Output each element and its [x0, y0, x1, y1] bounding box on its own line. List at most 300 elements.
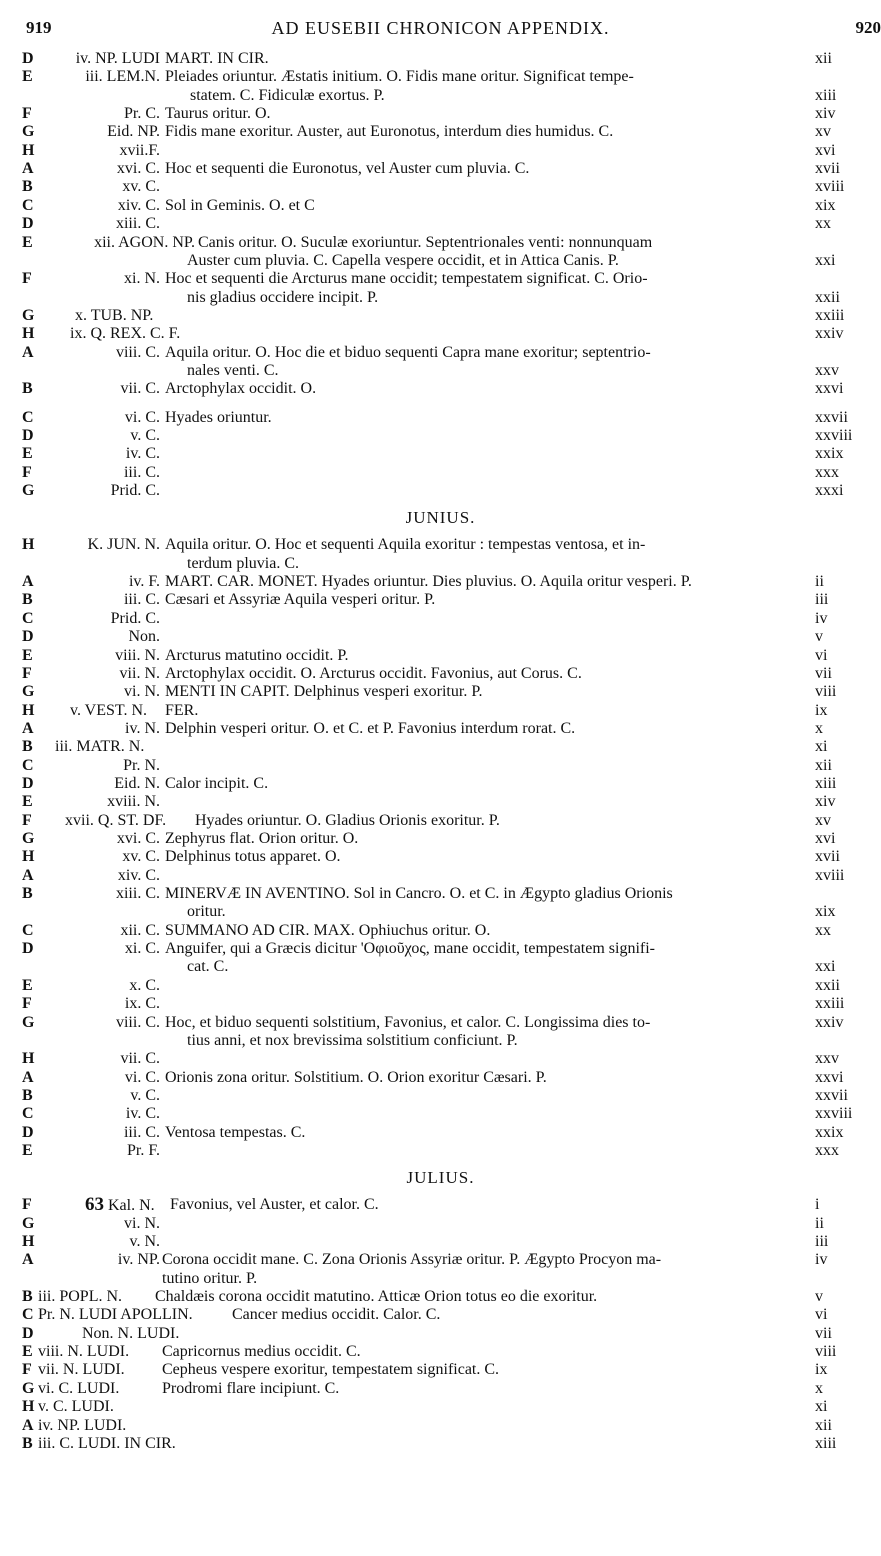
calendar-row: [0, 1032, 881, 1050]
day-number: xii: [815, 50, 832, 67]
day-number: xxvi: [815, 380, 844, 398]
calendar-row: [0, 683, 881, 701]
roman-date: xi. C.: [124, 940, 160, 958]
entry-text: Cepheus vespere exoritur, tempestatem significat. C.: [162, 1361, 500, 1379]
entry-text: Ventosa tempestas. C.: [165, 1123, 306, 1141]
dominical-letter: E: [22, 445, 33, 463]
roman-date: x. TUB. NP.: [75, 306, 154, 324]
roman-date: v. N.: [129, 1233, 160, 1250]
calendar-row: [0, 573, 881, 591]
calendar-row: [0, 1124, 881, 1142]
dominical-letter: A: [22, 1416, 34, 1434]
roman-date: xiii. C.: [115, 885, 160, 903]
day-number: xiii: [815, 1434, 837, 1452]
day-number: xiv: [815, 793, 836, 811]
roman-date: ix. C.: [124, 995, 160, 1013]
calendar-row: [0, 830, 881, 848]
calendar-row: [0, 757, 881, 775]
dominical-letter: G: [22, 830, 35, 847]
day-number: i: [815, 1196, 820, 1214]
entry-text: Hyades oriuntur. O. Gladius Orionis exoritur. P.: [195, 811, 500, 829]
dominical-letter: F: [22, 1361, 32, 1379]
dominical-letter: E: [22, 976, 33, 994]
dominical-letter: E: [22, 793, 33, 811]
calendar-row: [0, 142, 881, 160]
entry-text: Delphinus totus apparet. O.: [165, 848, 341, 866]
calendar-row: [0, 1435, 881, 1453]
entry-text: Corona occidit mane. C. Zona Orionis Assyriæ oritur. P. Ægypto Procyon ma-: [162, 1251, 662, 1269]
entry-text: MINERVÆ IN AVENTINO. Sol in Cancro. O. et C. in Ægypto gladius Orionis: [165, 885, 673, 903]
dominical-letter: B: [22, 380, 33, 398]
calendar-row: [0, 647, 881, 665]
calendar-row: [0, 160, 881, 178]
day-number: xv: [815, 811, 831, 829]
roman-date: v. C. LUDI.: [38, 1398, 114, 1416]
roman-date: vi. N.: [124, 1214, 160, 1232]
dominical-letter: E: [22, 646, 33, 664]
roman-date: viii. N. LUDI.: [38, 1343, 130, 1361]
roman-date: Pr. C.: [123, 105, 160, 123]
day-number: xxi: [815, 958, 836, 976]
dominical-letter: H: [22, 1050, 35, 1068]
dominical-letter: H: [22, 141, 35, 159]
calendar-row: [0, 123, 881, 141]
roman-date: 63 Kal. N.: [85, 1194, 155, 1216]
dominical-letter: A: [22, 343, 34, 361]
calendar-row: [0, 867, 881, 885]
day-number: xxviii: [815, 427, 853, 444]
day-number: xxx: [815, 463, 839, 481]
entry-text: Auster cum pluvia. C. Capella vespere occidit, et in Attica Canis. P.: [187, 251, 619, 269]
dominical-letter: B: [22, 1086, 33, 1104]
calendar-row: [0, 1233, 881, 1251]
roman-date: iii. LEM.N.: [85, 68, 160, 86]
dominical-letter: A: [22, 160, 34, 178]
dominical-letter: C: [22, 1105, 34, 1123]
calendar-row: [0, 270, 881, 288]
roman-date: xi. N.: [124, 270, 160, 288]
day-number: xxxi: [815, 482, 844, 500]
calendar-row: [0, 289, 881, 307]
roman-date: Non.: [128, 628, 160, 646]
calendar-row: [0, 464, 881, 482]
dominical-letter: D: [22, 628, 34, 646]
calendar-row: [0, 325, 881, 343]
day-number: ii: [815, 1214, 824, 1232]
dominical-letter: G: [22, 482, 35, 500]
day-number: xxix: [815, 1123, 844, 1141]
calendar-row: [0, 885, 881, 903]
running-title: AD EUSEBII CHRONICON APPENDIX.: [271, 18, 610, 38]
calendar-row: [0, 1288, 881, 1306]
day-number: xxviii: [815, 1105, 853, 1123]
day-number: xxiv: [815, 1013, 844, 1031]
dominical-letter: C: [22, 921, 34, 939]
entry-text: Pleiades oriuntur. Æstatis initium. O. Fidis mane oritur. Significat tempe-: [165, 68, 634, 86]
dominical-letter: B: [22, 591, 33, 609]
roman-date: vi. C. LUDI.: [38, 1379, 120, 1397]
dominical-letter: A: [22, 866, 34, 884]
dominical-letter: E: [22, 68, 33, 86]
dominical-letter: C: [22, 196, 34, 214]
calendar-row: [0, 1417, 881, 1435]
calendar-row: [0, 307, 881, 325]
day-number: ix: [815, 701, 828, 719]
day-number: xxiv: [815, 325, 844, 343]
entry-text: Capricornus medius occidit. C.: [162, 1343, 361, 1361]
entry-text: Delphin vesperi oritur. O. et C. et P. Favonius interdum rorat. C.: [165, 719, 576, 737]
day-number: xix: [815, 196, 836, 214]
entry-text: SUMMANO AD CIR. MAX. Ophiuchus oritur. O.: [165, 921, 491, 939]
day-number: xxi: [815, 251, 836, 269]
entry-text: cat. C.: [187, 958, 229, 976]
day-number: vi: [815, 1306, 828, 1324]
roman-date: iv. C.: [125, 1105, 160, 1123]
roman-date: viii. N.: [115, 646, 160, 664]
roman-date: Non. N. LUDI.: [82, 1324, 180, 1342]
roman-date: vii. N. LUDI.: [38, 1361, 125, 1379]
roman-date: xvii. Q. ST. DF.: [65, 811, 167, 829]
day-number: xii: [815, 756, 832, 774]
dominical-letter: H: [22, 536, 35, 554]
roman-date: iii. C.: [123, 1123, 160, 1141]
roman-date: vi. C.: [124, 408, 160, 426]
roman-date: xii. C.: [120, 921, 160, 939]
roman-date: Prid. C.: [110, 609, 160, 627]
roman-date: K. JUN. N.: [87, 536, 160, 554]
roman-date: iv. N.: [125, 719, 160, 737]
day-number: xvi: [815, 830, 836, 847]
calendar-row: [0, 536, 881, 554]
day-number: vii: [815, 1324, 832, 1342]
dominical-letter: D: [22, 940, 34, 958]
entry-text: MENTI IN CAPIT. Delphinus vesperi exoritur. P.: [165, 683, 483, 701]
day-number: v: [815, 628, 823, 646]
dominical-letter: F: [22, 664, 32, 682]
entry-text: Cancer medius occidit. Calor. C.: [232, 1306, 441, 1324]
dominical-letter: G: [22, 1013, 35, 1031]
entry-text: Aquila oritur. O. Hoc die et biduo sequenti Capra mane exoritur; septentrio-: [165, 343, 651, 361]
calendar-row: [0, 665, 881, 683]
day-number: xii: [815, 1416, 832, 1434]
day-number: iv: [815, 609, 828, 627]
calendar-row: [0, 252, 881, 270]
calendar-row: [0, 1398, 881, 1416]
dominical-letter: D: [22, 427, 34, 444]
calendar-row: [0, 1361, 881, 1379]
month-heading: JUNIUS.: [405, 508, 476, 528]
day-number: ix: [815, 1361, 828, 1379]
dominical-letter: H: [22, 848, 35, 866]
roman-date: x. C.: [129, 976, 160, 994]
calendar-row: [0, 409, 881, 427]
dominical-letter: A: [22, 719, 34, 737]
entry-text: nales venti. C.: [187, 361, 279, 379]
calendar-row: [0, 903, 881, 921]
roman-date: vi. N.: [124, 683, 160, 701]
calendar-row: [0, 482, 881, 500]
calendar-row: [0, 445, 881, 463]
entry-text: Taurus oritur. O.: [165, 105, 271, 123]
day-number: iii: [815, 591, 829, 609]
day-number: xxix: [815, 445, 844, 463]
calendar-row: [0, 1380, 881, 1398]
entry-text: Arctophylax occidit. O. Arcturus occidit. Favonius, aut Corus. C.: [165, 664, 582, 682]
day-number: xvi: [815, 141, 836, 159]
day-number: xxx: [815, 1141, 839, 1159]
roman-date: v. C.: [130, 427, 160, 444]
entry-text: MART. CAR. MONET. Hyades oriuntur. Dies pluvius. O. Aquila oritur vesperi. P.: [165, 573, 692, 591]
roman-date: vii. C.: [120, 380, 160, 398]
calendar-row: [0, 702, 881, 720]
roman-date: xvii.F.: [119, 141, 160, 159]
dominical-letter: G: [22, 1214, 35, 1232]
day-number: v: [815, 1288, 823, 1306]
month-heading: JULIUS.: [406, 1168, 475, 1188]
calendar-row: [0, 591, 881, 609]
roman-date: iv. NP. LUDI: [75, 50, 160, 67]
day-number: xiii: [815, 774, 837, 792]
day-number: iv: [815, 1251, 828, 1269]
roman-date: vi. C.: [124, 1068, 160, 1086]
dominical-letter: G: [22, 1379, 35, 1397]
entry-text: Zephyrus flat. Orion oritur. O.: [165, 830, 359, 847]
dominical-letter: D: [22, 215, 34, 233]
dominical-letter: H: [22, 1233, 35, 1250]
entry-text: nis gladius occidere incipit. P.: [187, 288, 379, 306]
calendar-row: [0, 1215, 881, 1233]
roman-date: iii. C. LUDI. IN CIR.: [38, 1434, 176, 1452]
calendar-row: [0, 1105, 881, 1123]
calendar-row: [0, 87, 881, 105]
entry-text: Favonius, vel Auster, et calor. C.: [170, 1196, 379, 1214]
day-number: xxii: [815, 976, 840, 994]
entry-text: Chaldæis corona occidit matutino. Atticæ Orion totus eo die exoritur.: [155, 1288, 598, 1306]
dominical-letter: F: [22, 270, 32, 288]
roman-date: vii. C.: [120, 1050, 160, 1068]
day-number: xxiii: [815, 995, 845, 1013]
entry-text: Hoc et sequenti die Euronotus, vel Auster cum pluvia. C.: [165, 160, 530, 178]
calendar-row: [0, 555, 881, 573]
calendar-row: [0, 344, 881, 362]
dominical-letter: G: [22, 306, 35, 324]
entry-text: oritur.: [187, 903, 226, 921]
entry-text: Canis oritur. O. Suculæ exoriuntur. Septentrionales venti: nonnunquam: [198, 233, 653, 251]
roman-date: iii. MATR. N.: [55, 738, 145, 756]
dominical-letter: G: [22, 683, 35, 701]
dominical-letter: H: [22, 1398, 35, 1416]
dominical-letter: D: [22, 1123, 34, 1141]
roman-date: Eid. NP.: [107, 123, 160, 141]
calendar-row: [0, 922, 881, 940]
day-number: iii: [815, 1233, 829, 1250]
roman-date: xiii. C.: [115, 215, 160, 233]
day-number: vii: [815, 664, 832, 682]
entry-text: Aquila oritur. O. Hoc et sequenti Aquila exoritur : tempestas ventosa, et in-: [165, 536, 646, 554]
roman-date: iii. POPL. N.: [38, 1288, 123, 1306]
roman-date: Eid. N.: [114, 774, 160, 792]
calendar-row: [0, 1014, 881, 1032]
entry-text: terdum pluvia. C.: [187, 554, 299, 572]
entry-text: Hyades oriuntur.: [165, 408, 272, 426]
calendar-row: [0, 1050, 881, 1068]
calendar-row: [0, 1306, 881, 1324]
day-number: xi: [815, 738, 828, 756]
day-number: xx: [815, 921, 831, 939]
day-number: xxv: [815, 1050, 839, 1068]
calendar-row: [0, 812, 881, 830]
day-number: xvii: [815, 160, 840, 178]
page-number-right: 920: [855, 18, 881, 37]
calendar-row: [0, 197, 881, 215]
roman-date: iii. C.: [123, 591, 160, 609]
entry-text: Hoc, et biduo sequenti solstitium, Favonius, et calor. C. Longissima dies to-: [165, 1013, 651, 1031]
calendar-row: [0, 958, 881, 976]
roman-date: xvi. C.: [116, 160, 160, 178]
day-number: xxii: [815, 288, 840, 306]
roman-date: xii. AGON. NP.: [94, 233, 195, 251]
day-number: xiii: [815, 86, 837, 104]
entry-text: statem. C. Fidiculæ exortus. P.: [190, 86, 385, 104]
calendar-row: [0, 178, 881, 196]
entry-text: FER.: [165, 701, 199, 719]
day-number: xxvi: [815, 1068, 844, 1086]
roman-date: Pr. F.: [127, 1141, 160, 1159]
calendar-row: [0, 628, 881, 646]
dominical-letter: A: [22, 1251, 34, 1269]
dominical-letter: C: [22, 1306, 34, 1324]
day-number: xxiii: [815, 306, 845, 324]
dominical-letter: D: [22, 1324, 34, 1342]
dominical-letter: F: [22, 463, 32, 481]
roman-date: xvi. C.: [116, 830, 160, 847]
roman-date: iv. C.: [125, 445, 160, 463]
entry-text: Hoc et sequenti die Arcturus mane occidit; tempestatem significat. C. Orio-: [165, 270, 648, 288]
roman-date: iv. NP.: [117, 1251, 160, 1269]
entry-text: MART. IN CIR.: [165, 50, 269, 67]
roman-date: v. VEST. N.: [70, 701, 148, 719]
day-number: xvii: [815, 848, 840, 866]
day-number: x: [815, 719, 823, 737]
day-number: xi: [815, 1398, 828, 1416]
dominical-letter: C: [22, 609, 34, 627]
day-number: xxv: [815, 361, 839, 379]
entry-text: Arcturus matutino occidit. P.: [165, 646, 349, 664]
calendar-row: [0, 775, 881, 793]
dominical-letter: D: [22, 774, 34, 792]
dominical-letter: A: [22, 573, 34, 591]
calendar-row: [0, 1343, 881, 1361]
dominical-letter: F: [22, 105, 32, 123]
calendar-row: [0, 977, 881, 995]
dominical-letter: B: [22, 1288, 33, 1306]
dominical-letter: E: [22, 233, 33, 251]
roman-date: v. C.: [130, 1086, 160, 1104]
dominical-letter: C: [22, 408, 34, 426]
roman-date: viii. C.: [115, 343, 160, 361]
roman-date: vii. N.: [119, 664, 160, 682]
dominical-letter: G: [22, 123, 35, 141]
entry-text: Anguifer, qui a Græcis dicitur 'Οφιοῦχος, mane occidit, tempestatem signifi-: [165, 940, 656, 958]
calendar-row: [0, 215, 881, 233]
day-number: x: [815, 1379, 823, 1397]
calendar-row: [0, 940, 881, 958]
calendar-row: [0, 1087, 881, 1105]
day-number: xxvii: [815, 408, 848, 426]
calendar-row: [0, 720, 881, 738]
roman-date: xviii. N.: [107, 793, 160, 811]
entry-text: Orionis zona oritur. Solstitium. O. Orion exoritur Cæsari. P.: [165, 1068, 547, 1086]
dominical-letter: C: [22, 756, 34, 774]
calendar-row: [0, 1142, 881, 1160]
dominical-letter: B: [22, 738, 33, 756]
dominical-letter: H: [22, 325, 35, 343]
roman-date: iv. F.: [128, 573, 160, 591]
entry-text: Prodromi flare incipiunt. C.: [162, 1379, 340, 1397]
calendar-row: [0, 427, 881, 445]
entry-text: Arctophylax occidit. O.: [165, 380, 317, 398]
day-number: xxvii: [815, 1086, 848, 1104]
day-number: xix: [815, 903, 836, 921]
dominical-letter: B: [22, 178, 33, 196]
calendar-row: [0, 848, 881, 866]
calendar-row: [0, 738, 881, 756]
roman-date: xv. C.: [122, 178, 160, 196]
calendar-row: [0, 234, 881, 252]
roman-date: viii. C.: [115, 1013, 160, 1031]
dominical-letter: F: [22, 1196, 32, 1214]
page-number-left: 919: [26, 18, 52, 37]
roman-date: iii. C.: [123, 463, 160, 481]
roman-date: xiv. C.: [117, 196, 160, 214]
entry-text: Sol in Geminis. O. et C: [165, 196, 315, 214]
calendar-row: [0, 610, 881, 628]
day-number: xx: [815, 215, 831, 233]
dominical-letter: F: [22, 811, 32, 829]
calendar-row: [0, 1196, 881, 1214]
dominical-letter: H: [22, 701, 35, 719]
roman-date: iv. NP. LUDI.: [38, 1416, 127, 1434]
entry-text: Calor incipit. C.: [165, 774, 269, 792]
roman-date: xv. C.: [122, 848, 160, 866]
entry-text: tutino oritur. P.: [162, 1269, 258, 1287]
page-header: [0, 18, 881, 42]
calendar-row: [0, 105, 881, 123]
day-number: xviii: [815, 866, 845, 884]
calendar-row: [0, 68, 881, 86]
calendar-row: [0, 1069, 881, 1087]
entry-text: tius anni, et nox brevissima solstitium conficiunt. P.: [187, 1031, 518, 1049]
entry-text: Fidis mane exoritur. Auster, aut Euronotus, interdum dies humidus. C.: [165, 123, 614, 141]
day-number: vi: [815, 646, 828, 664]
dominical-letter: F: [22, 995, 32, 1013]
roman-date: Pr. N.: [123, 756, 160, 774]
roman-date: ix. Q. REX. C. F.: [70, 325, 181, 343]
dominical-letter: B: [22, 1434, 33, 1452]
entry-text: Cæsari et Assyriæ Aquila vesperi oritur. P.: [165, 591, 436, 609]
day-number: viii: [815, 1343, 837, 1361]
day-number: xiv: [815, 105, 836, 123]
dominical-letter: D: [22, 50, 34, 67]
calendar-row: [0, 1270, 881, 1288]
calendar-row: [0, 50, 881, 68]
roman-date: xiv. C.: [117, 866, 160, 884]
day-number: viii: [815, 683, 837, 701]
calendar-row: [0, 1325, 881, 1343]
day-number: ii: [815, 573, 824, 591]
day-number: xv: [815, 123, 831, 141]
dominical-letter: B: [22, 885, 33, 903]
